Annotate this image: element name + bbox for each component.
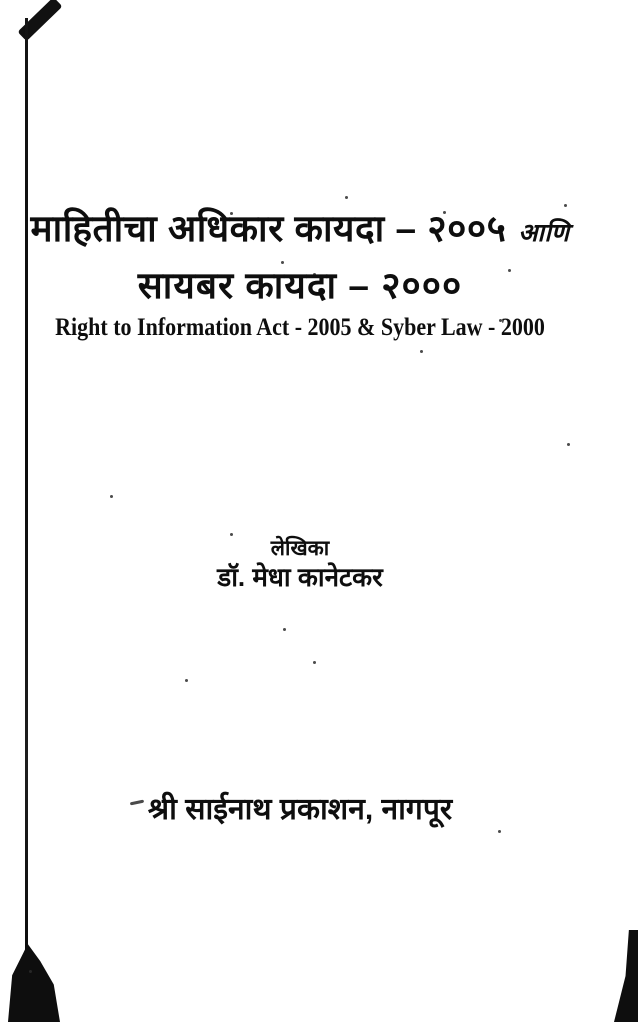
title-line1-text: माहितीचा अधिकार कायदा – २००५ bbox=[30, 208, 507, 249]
ink-speck bbox=[345, 196, 348, 199]
ink-speck bbox=[185, 679, 188, 682]
author-name-text: डॉ. मेधा कानेटकर bbox=[217, 562, 383, 592]
page-title-devanagari-line1 bbox=[0, 201, 600, 262]
ink-speck bbox=[283, 628, 286, 631]
title-english-text: Right to Information Act - 2005 & Syber Law - 2000 bbox=[55, 314, 545, 341]
title-line1-suffix: आणि bbox=[518, 220, 570, 247]
scan-artifact-bottom-left bbox=[8, 944, 60, 1022]
ink-speck bbox=[313, 661, 316, 664]
ink-speck bbox=[567, 443, 570, 446]
author-label-text: लेखिका bbox=[270, 537, 330, 560]
scan-artifact-bottom-right bbox=[614, 930, 638, 1022]
ink-speck bbox=[29, 970, 32, 973]
publisher-text: श्री साईनाथ प्रकाशन, नागपूर bbox=[147, 793, 453, 826]
ink-speck bbox=[420, 350, 423, 353]
publisher-line bbox=[0, 788, 600, 832]
ink-speck bbox=[110, 495, 113, 498]
author-name bbox=[0, 559, 600, 595]
title-line2-text: सायबर कायदा – २००० bbox=[137, 265, 463, 306]
page-title-devanagari-line2 bbox=[0, 258, 600, 314]
page-title-english bbox=[36, 309, 564, 347]
